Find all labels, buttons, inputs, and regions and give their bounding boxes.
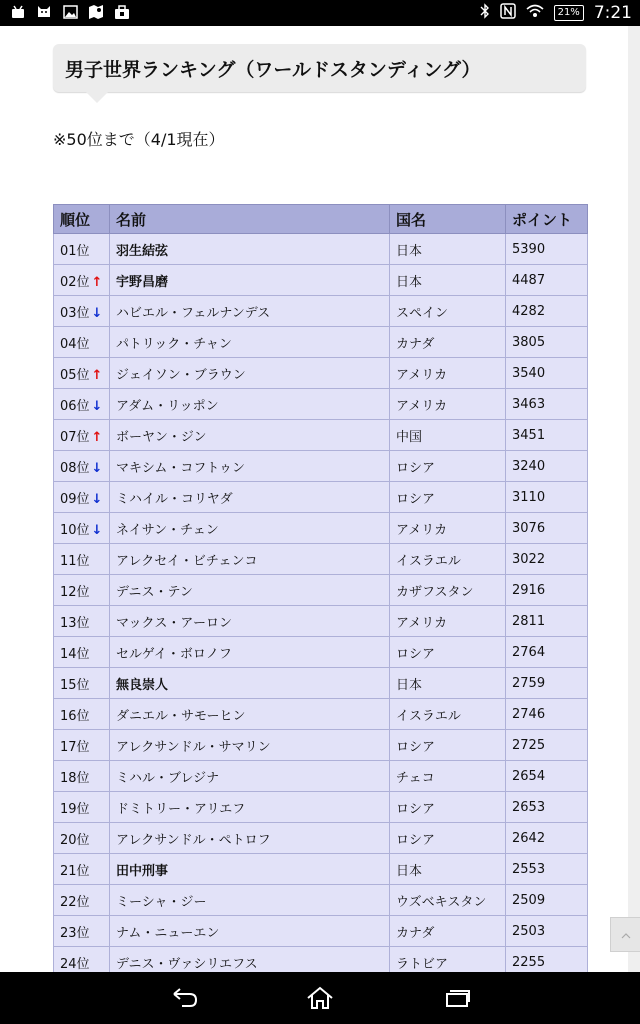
rank-cell	[54, 699, 110, 730]
rank-cell	[54, 296, 110, 327]
points-cell: 3463	[506, 389, 588, 420]
rank-cell	[54, 327, 110, 358]
table-row	[54, 420, 588, 451]
recents-button[interactable]	[442, 986, 472, 1010]
navigation-bar	[0, 972, 640, 1024]
skater-name: アダム・リッポン	[110, 389, 390, 420]
skater-name: アレクセイ・ビチェンコ	[110, 544, 390, 575]
system-status	[480, 3, 632, 23]
header-points: ポイント	[506, 205, 588, 234]
heading-speech-tail	[86, 92, 108, 103]
points-cell: 4487	[506, 265, 588, 296]
skater-name: ダニエル・サモーヒン	[110, 699, 390, 730]
country-cell: 日本	[390, 854, 506, 885]
map-icon	[88, 4, 104, 20]
table-row	[54, 513, 588, 544]
points-cell: 4282	[506, 296, 588, 327]
country-cell: イスラエル	[390, 544, 506, 575]
section-title: 男子世界ランキング（ワールドスタンディング）	[65, 59, 481, 81]
rank-cell	[54, 451, 110, 482]
table-row	[54, 327, 588, 358]
country-cell: カナダ	[390, 916, 506, 947]
rank-cell	[54, 606, 110, 637]
rank-cell	[54, 668, 110, 699]
country-cell: 日本	[390, 668, 506, 699]
header-country: 国名	[390, 205, 506, 234]
rank-label: 18位	[60, 770, 90, 786]
scroll-to-top-button[interactable]	[610, 917, 640, 952]
table-row	[54, 451, 588, 482]
country-cell: アメリカ	[390, 606, 506, 637]
rank-label: 20位	[60, 832, 90, 848]
rank-label: 12位	[60, 584, 90, 600]
rank-label: 04位	[60, 336, 90, 352]
skater-name: デニス・ヴァシリエフス	[110, 947, 390, 978]
country-cell: ウズベキスタン	[390, 885, 506, 916]
rank-cell	[54, 389, 110, 420]
country-cell: アメリカ	[390, 513, 506, 544]
rank-label: 22位	[60, 894, 90, 910]
skater-name: マキシム・コフトゥン	[110, 451, 390, 482]
skater-name: ミハル・ブレジナ	[110, 761, 390, 792]
rank-cell	[54, 513, 110, 544]
table-row	[54, 482, 588, 513]
rank-label: 01位	[60, 243, 90, 259]
rank-cell	[54, 575, 110, 606]
ranking-table	[53, 204, 588, 978]
rank-cell	[54, 265, 110, 296]
skater-name: マックス・アーロン	[110, 606, 390, 637]
rank-cell	[54, 916, 110, 947]
rank-label: 14位	[60, 646, 90, 662]
rank-label: 15位	[60, 677, 90, 693]
arrow-up-icon: ↑	[91, 429, 103, 445]
rank-cell	[54, 482, 110, 513]
skater-name: ドミトリー・アリエフ	[110, 792, 390, 823]
arrow-down-icon: ↓	[91, 522, 103, 538]
notification-icons	[10, 4, 130, 20]
clock: 7:21	[593, 3, 632, 23]
table-row	[54, 296, 588, 327]
rank-cell	[54, 234, 110, 265]
section-heading-box	[53, 44, 586, 92]
rank-label: 24位	[60, 956, 90, 972]
points-cell: 2654	[506, 761, 588, 792]
ranking-note: ※50位まで（4/1現在）	[53, 130, 225, 149]
rank-label: 02位	[60, 274, 90, 290]
table-row	[54, 916, 588, 947]
bluetooth-icon	[480, 3, 490, 23]
country-cell: 日本	[390, 234, 506, 265]
skater-name: セルゲイ・ボロノフ	[110, 637, 390, 668]
rank-cell	[54, 420, 110, 451]
rank-label: 17位	[60, 739, 90, 755]
table-row	[54, 885, 588, 916]
table-row	[54, 854, 588, 885]
wifi-icon	[526, 4, 544, 22]
points-cell: 2811	[506, 606, 588, 637]
skater-name: 無良崇人	[110, 668, 390, 699]
arrow-down-icon: ↓	[91, 491, 103, 507]
nfc-icon	[500, 3, 516, 23]
skater-name: ハビエル・フェルナンデス	[110, 296, 390, 327]
rank-label: 06位	[60, 398, 90, 414]
table-row	[54, 544, 588, 575]
rank-label: 05位	[60, 367, 90, 383]
rank-label: 16位	[60, 708, 90, 724]
skater-name: パトリック・チャン	[110, 327, 390, 358]
recents-icon	[442, 995, 472, 1014]
rank-cell	[54, 730, 110, 761]
country-cell: ラトビア	[390, 947, 506, 978]
country-cell: イスラエル	[390, 699, 506, 730]
cat-notification-icon	[36, 4, 52, 20]
points-cell: 2759	[506, 668, 588, 699]
arrow-down-icon: ↓	[91, 460, 103, 476]
rank-cell	[54, 544, 110, 575]
skater-name: ミハイル・コリヤダ	[110, 482, 390, 513]
country-cell: カナダ	[390, 327, 506, 358]
country-cell: ロシア	[390, 451, 506, 482]
table-row	[54, 265, 588, 296]
rank-cell	[54, 358, 110, 389]
rank-label: 03位	[60, 305, 90, 321]
ranking-table-body	[54, 234, 588, 978]
table-row	[54, 358, 588, 389]
header-rank: 順位	[54, 205, 110, 234]
bag-icon	[114, 4, 130, 20]
country-cell: ロシア	[390, 823, 506, 854]
points-cell: 3076	[506, 513, 588, 544]
skater-name: ネイサン・チェン	[110, 513, 390, 544]
arrow-up-icon: ↑	[91, 367, 103, 383]
points-cell: 2553	[506, 854, 588, 885]
country-cell: スペイン	[390, 296, 506, 327]
rank-label: 23位	[60, 925, 90, 941]
skater-name: アレクサンドル・ペトロフ	[110, 823, 390, 854]
arrow-up-icon: ↑	[91, 274, 103, 290]
country-cell: アメリカ	[390, 389, 506, 420]
skater-name: アレクサンドル・サマリン	[110, 730, 390, 761]
country-cell: 中国	[390, 420, 506, 451]
table-row	[54, 234, 588, 265]
rank-label: 09位	[60, 491, 90, 507]
rank-cell	[54, 885, 110, 916]
table-row	[54, 823, 588, 854]
skater-name: 羽生結弦	[110, 234, 390, 265]
table-header-row	[54, 205, 588, 234]
points-cell: 3022	[506, 544, 588, 575]
points-cell: 2642	[506, 823, 588, 854]
points-cell: 3110	[506, 482, 588, 513]
points-cell: 2255	[506, 947, 588, 978]
points-cell: 2509	[506, 885, 588, 916]
points-cell: 3451	[506, 420, 588, 451]
android-debug-icon	[10, 4, 26, 20]
arrow-down-icon: ↓	[91, 305, 103, 321]
rank-label: 11位	[60, 553, 90, 569]
skater-name: ジェイソン・ブラウン	[110, 358, 390, 389]
points-cell: 3805	[506, 327, 588, 358]
points-cell: 2764	[506, 637, 588, 668]
home-icon	[305, 995, 335, 1014]
points-cell: 3540	[506, 358, 588, 389]
chevron-up-icon	[621, 928, 631, 942]
points-cell: 5390	[506, 234, 588, 265]
country-cell: カザフスタン	[390, 575, 506, 606]
table-row	[54, 668, 588, 699]
rank-cell	[54, 761, 110, 792]
table-row	[54, 575, 588, 606]
points-cell: 2653	[506, 792, 588, 823]
back-button[interactable]	[170, 986, 200, 1010]
header-name: 名前	[110, 205, 390, 234]
rank-label: 13位	[60, 615, 90, 631]
table-row	[54, 730, 588, 761]
table-row	[54, 606, 588, 637]
country-cell: ロシア	[390, 792, 506, 823]
back-icon	[170, 995, 200, 1014]
rank-cell	[54, 823, 110, 854]
country-cell: アメリカ	[390, 358, 506, 389]
points-cell: 3240	[506, 451, 588, 482]
skater-name: ボーヤン・ジン	[110, 420, 390, 451]
status-bar	[0, 0, 640, 26]
arrow-down-icon: ↓	[91, 398, 103, 414]
rank-cell	[54, 637, 110, 668]
page-right-margin	[628, 26, 640, 972]
country-cell: ロシア	[390, 637, 506, 668]
points-cell: 2503	[506, 916, 588, 947]
points-cell: 2746	[506, 699, 588, 730]
country-cell: チェコ	[390, 761, 506, 792]
rank-label: 10位	[60, 522, 90, 538]
table-row	[54, 761, 588, 792]
battery-icon: 21%	[554, 5, 584, 21]
table-row	[54, 792, 588, 823]
country-cell: 日本	[390, 265, 506, 296]
home-button[interactable]	[305, 986, 335, 1010]
rank-label: 19位	[60, 801, 90, 817]
country-cell: ロシア	[390, 730, 506, 761]
skater-name: 田中刑事	[110, 854, 390, 885]
table-row	[54, 637, 588, 668]
image-icon	[62, 4, 78, 20]
rank-label: 07位	[60, 429, 90, 445]
skater-name: デニス・テン	[110, 575, 390, 606]
table-row	[54, 389, 588, 420]
rank-cell	[54, 854, 110, 885]
skater-name: 宇野昌磨	[110, 265, 390, 296]
points-cell: 2916	[506, 575, 588, 606]
points-cell: 2725	[506, 730, 588, 761]
country-cell: ロシア	[390, 482, 506, 513]
table-row	[54, 699, 588, 730]
rank-label: 21位	[60, 863, 90, 879]
skater-name: ミーシャ・ジー	[110, 885, 390, 916]
skater-name: ナム・ニューエン	[110, 916, 390, 947]
rank-label: 08位	[60, 460, 90, 476]
rank-cell	[54, 792, 110, 823]
